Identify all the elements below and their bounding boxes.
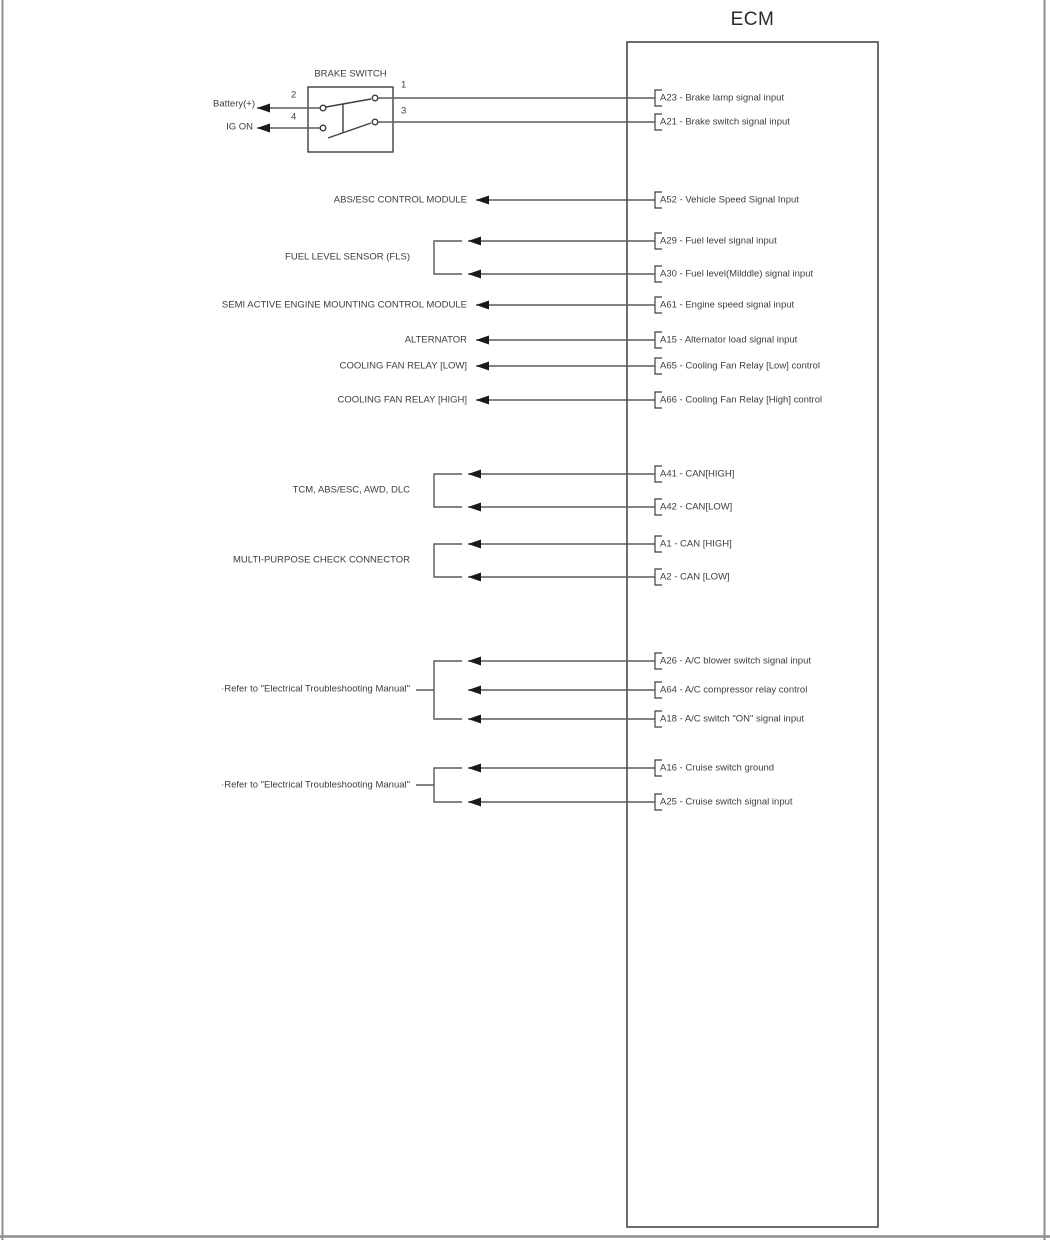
ecm-pin-label: A23 - Brake lamp signal input (660, 92, 785, 104)
ecm-pin-label: A64 - A/C compressor relay control (660, 684, 808, 696)
ecm-pin-label: A30 - Fuel level(Milddle) signal input (660, 268, 814, 280)
ecm-pin-label: A2 - CAN [LOW] (660, 571, 730, 583)
switch-pin-number-3: 3 (401, 105, 407, 117)
ecm-pin-label: A16 - Cruise switch ground (660, 762, 775, 774)
ecm-pin-label: A61 - Engine speed signal input (660, 299, 795, 311)
component-label-tcm-abs-awd-dlc: TCM, ABS/ESC, AWD, DLC (292, 484, 410, 496)
component-label-fuel-level-sensor: FUEL LEVEL SENSOR (FLS) (285, 251, 410, 263)
ecm-pin-label: A26 - A/C blower switch signal input (660, 655, 812, 667)
component-label-refer-manual-cruise: ·Refer to "Electrical Troubleshooting Manual" (221, 779, 410, 791)
ecm-pin-label: A42 - CAN[LOW] (660, 501, 733, 513)
ecm-title: ECM (730, 9, 775, 30)
switch-pin-number-2: 2 (291, 89, 297, 101)
ecm-pin-label: A18 - A/C switch "ON" signal input (660, 713, 805, 725)
component-label-refer-manual-ac: ·Refer to "Electrical Troubleshooting Manual" (221, 683, 410, 695)
component-label-multi-purpose-connector: MULTI-PURPOSE CHECK CONNECTOR (233, 554, 410, 566)
ecm-pin-label: A66 - Cooling Fan Relay [High] control (660, 394, 823, 406)
brake-switch-box (308, 87, 393, 152)
ecm-pin-label: A52 - Vehicle Speed Signal Input (660, 194, 799, 206)
ecm-box (627, 42, 878, 1227)
ecm-pin-label: A65 - Cooling Fan Relay [Low] control (660, 360, 820, 372)
switch-pin-number-1: 1 (401, 79, 407, 91)
switch-pin-number-4: 4 (291, 111, 297, 123)
component-label-cooling-fan-low: COOLING FAN RELAY [LOW] (339, 360, 467, 372)
brake-switch-label: BRAKE SWITCH (314, 68, 387, 80)
ecm-pin-label: A29 - Fuel level signal input (660, 235, 777, 247)
ecm-pin-label: A1 - CAN [HIGH] (660, 538, 732, 550)
component-label-alternator: ALTERNATOR (404, 334, 467, 346)
component-label-semi-active-mounting: SEMI ACTIVE ENGINE MOUNTING CONTROL MODULE (221, 299, 467, 311)
fork-brackets (416, 241, 462, 802)
ecm-pin-label: A21 - Brake switch signal input (660, 116, 790, 128)
component-label-cooling-fan-high: COOLING FAN RELAY [HIGH] (337, 394, 467, 406)
ecm-pin-label: A15 - Alternator load signal input (660, 334, 798, 346)
ecm-pin-label: A25 - Cruise switch signal input (660, 796, 793, 808)
ig-on-label: IG ON (226, 121, 253, 133)
battery-label: Battery(+) (213, 98, 255, 110)
brake-switch-symbol (320, 95, 378, 138)
component-label-abs-esc: ABS/ESC CONTROL MODULE (333, 194, 467, 206)
ecm-pin-label: A41 - CAN[HIGH] (660, 468, 735, 480)
